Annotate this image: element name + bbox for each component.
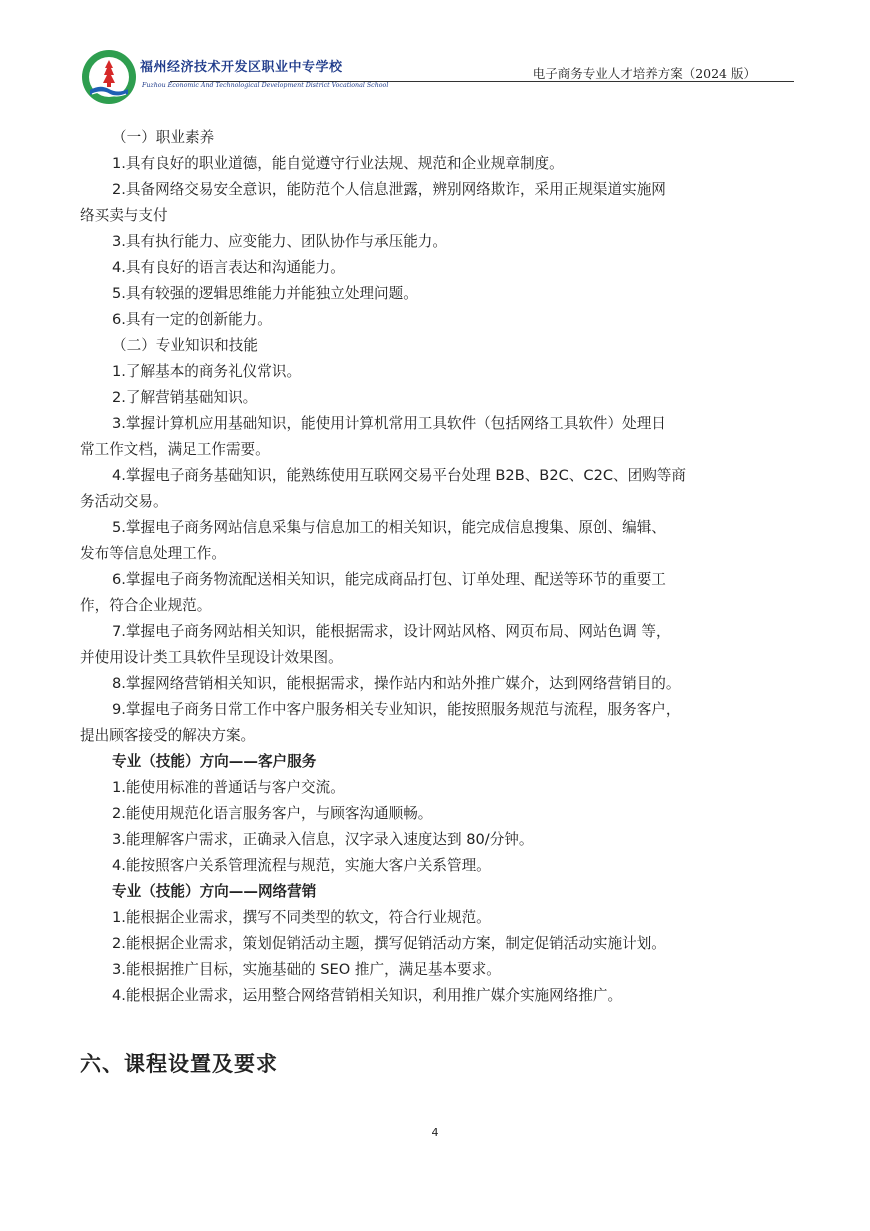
- text-line: 5.具有较强的逻辑思维能力并能独立处理问题。: [112, 285, 418, 302]
- text-line: 4.能根据企业需求，运用整合网络营销相关知识，利用推广媒介实施网络推广。: [112, 987, 623, 1004]
- header-divider: [170, 81, 794, 82]
- text-line: 4.掌握电子商务基础知识，能熟练使用互联网交易平台处理 B2B、B2C、C2C、团购等商: [112, 467, 687, 484]
- text-line: 9.掌握电子商务日常工作中客户服务相关专业知识，能按照服务规范与流程，服务客户，: [112, 701, 681, 718]
- subsection-heading-skills: （二）专业知识和技能: [112, 337, 258, 354]
- text-line: 3.掌握计算机应用基础知识，能使用计算机常用工具软件（包括网络工具软件）处理日: [112, 415, 666, 432]
- text-line: 6.具有一定的创新能力。: [112, 311, 272, 328]
- document-title: 电子商务专业人才培养方案（2024 版）: [532, 66, 756, 81]
- subsection-heading-literacy: （一）职业素养: [112, 129, 215, 146]
- text-line: 并使用设计类工具软件呈现设计效果图。: [80, 649, 343, 666]
- text-line: 4.能按照客户关系管理流程与规范，实施大客户关系管理。: [112, 857, 491, 874]
- section-heading: 六、课程设置及要求: [80, 1052, 278, 1076]
- text-line: 1.能使用标准的普通话与客户交流。: [112, 779, 345, 796]
- text-line: 2.具备网络交易安全意识，能防范个人信息泄露，辨别网络欺诈，采用正规渠道实施网: [112, 181, 666, 198]
- text-line: 7.掌握电子商务网站相关知识，能根据需求，设计网站风格、网页布局、网站色调 等，: [112, 623, 671, 640]
- text-line: 2.了解营销基础知识。: [112, 389, 258, 406]
- text-line: 3.具有执行能力、应变能力、团队协作与承压能力。: [112, 233, 447, 250]
- text-line: 作，符合企业规范。: [80, 597, 212, 614]
- direction-heading-customer-service: 专业（技能）方向——客户服务: [112, 753, 317, 770]
- page-header: [80, 48, 794, 106]
- text-line: 1.能根据企业需求，撰写不同类型的软文，符合行业规范。: [112, 909, 491, 926]
- text-line: 5.掌握电子商务网站信息采集与信息加工的相关知识，能完成信息搜集、原创、编辑、: [112, 519, 666, 536]
- text-line: 常工作文档，满足工作需要。: [80, 441, 270, 458]
- school-emblem-icon: [80, 48, 138, 106]
- body-text: [80, 125, 796, 1009]
- text-line: 提出顾客接受的解决方案。: [80, 727, 256, 744]
- direction-heading-network-marketing: 专业（技能）方向——网络营销: [112, 883, 317, 900]
- text-line: 8.掌握网络营销相关知识，能根据需求，操作站内和站外推广媒介，达到网络营销目的。: [112, 675, 681, 692]
- text-line: 2.能根据企业需求，策划促销活动主题，撰写促销活动方案，制定促销活动实施计划。: [112, 935, 666, 952]
- text-line: 1.了解基本的商务礼仪常识。: [112, 363, 302, 380]
- school-logo: [80, 48, 389, 106]
- text-line: 务活动交易。: [80, 493, 168, 510]
- text-line: 4.具有良好的语言表达和沟通能力。: [112, 259, 345, 276]
- school-name-en: Fuzhou Economic And Technological Development District Vocational School: [142, 82, 389, 89]
- page-number: 4: [431, 1126, 439, 1139]
- text-line: 3.能理解客户需求，正确录入信息，汉字录入速度达到 80/分钟。: [112, 831, 534, 848]
- text-line: 络买卖与支付: [80, 207, 168, 224]
- text-line: 3.能根据推广目标，实施基础的 SEO 推广，满足基本要求。: [112, 961, 501, 978]
- school-name-cn: 福州经济技术开发区职业中专学校: [140, 60, 343, 75]
- text-line: 6.掌握电子商务物流配送相关知识，能完成商品打包、订单处理、配送等环节的重要工: [112, 571, 666, 588]
- text-line: 2.能使用规范化语言服务客户，与顾客沟通顺畅。: [112, 805, 433, 822]
- text-line: 1.具有良好的职业道德，能自觉遵守行业法规、规范和企业规章制度。: [112, 155, 564, 172]
- text-line: 发布等信息处理工作。: [80, 545, 226, 562]
